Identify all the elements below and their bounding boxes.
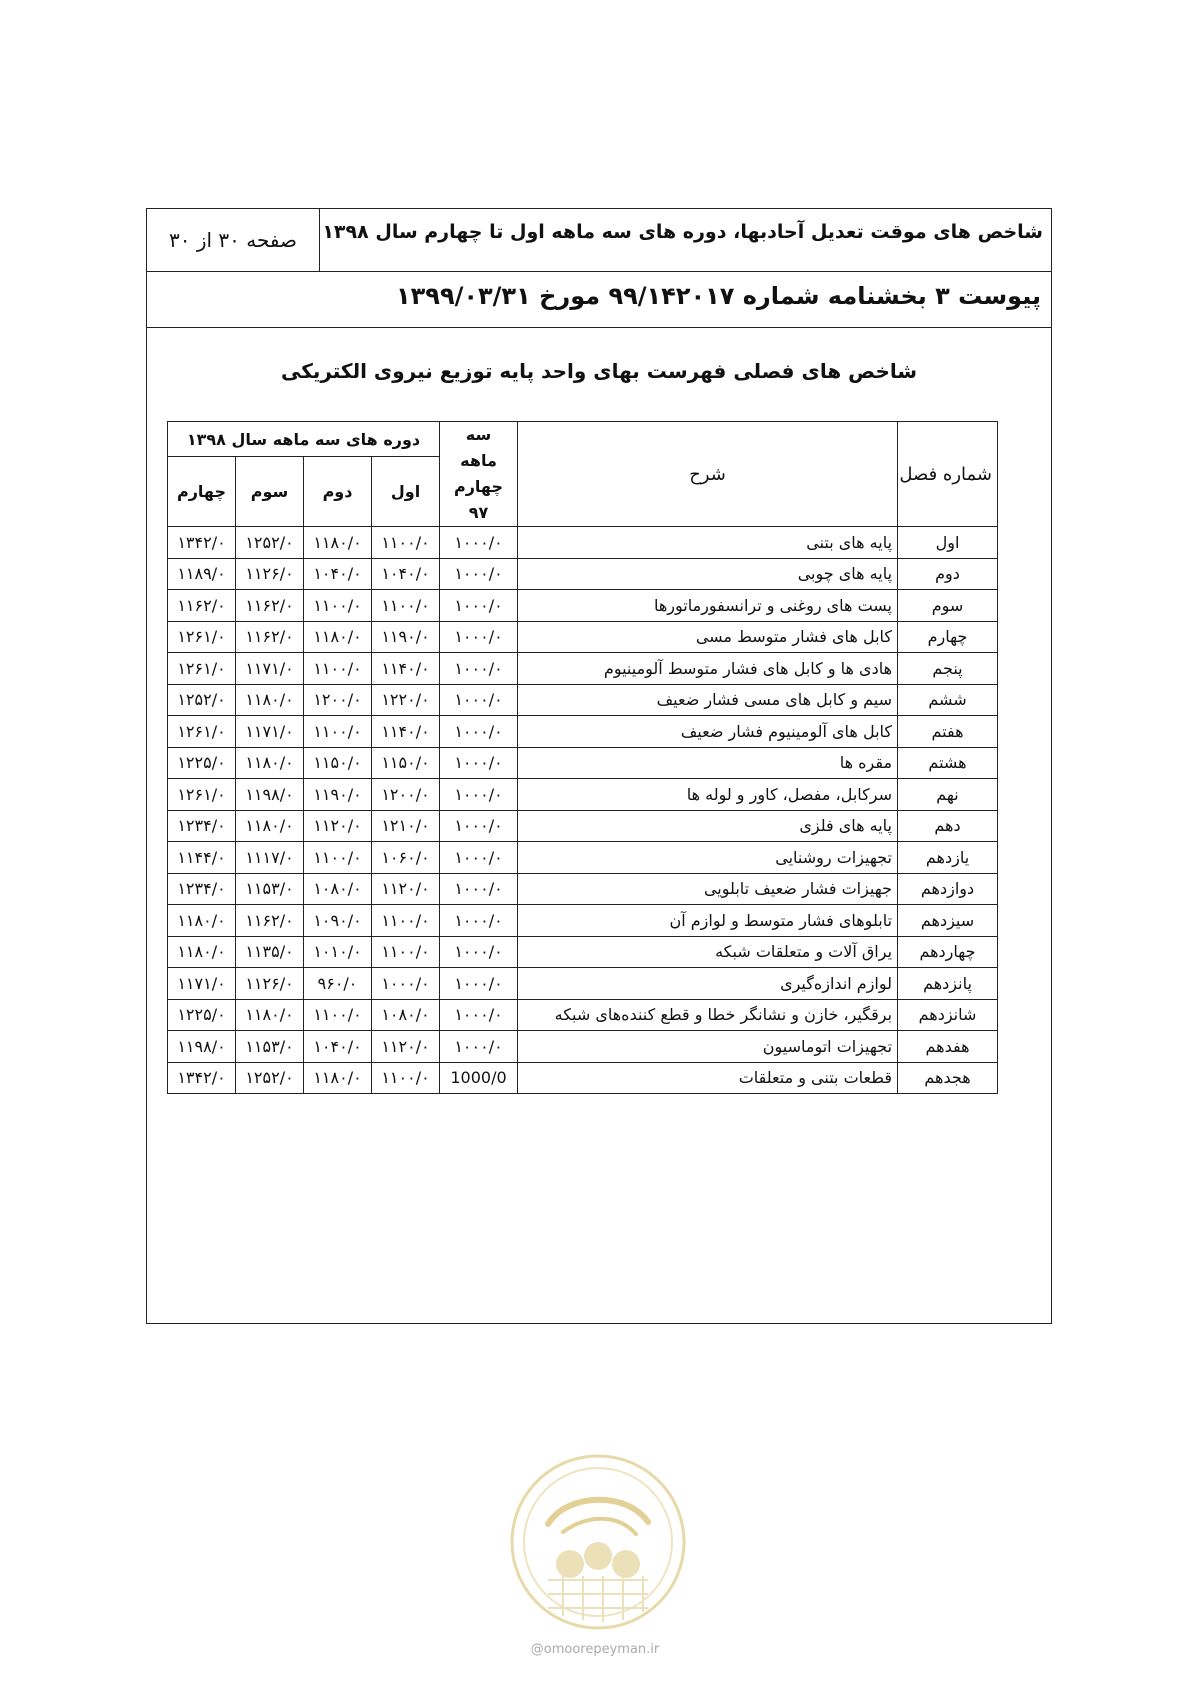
base-value-cell: ۱۰۰۰/۰ [440,779,518,811]
q2-value-cell: ۱۱۲۰/۰ [304,810,372,842]
q4-value-cell: ۱۲۶۱/۰ [168,716,236,748]
q3-value-cell: ۱۲۵۲/۰ [236,1062,304,1094]
q2-value-cell: ۱۰۱۰/۰ [304,936,372,968]
q3-value-cell: ۱۱۶۲/۰ [236,590,304,622]
q1-value-cell: ۱۱۵۰/۰ [372,747,440,779]
table-row [168,968,998,1000]
description-cell: جهیزات فشار ضعیف تابلویی [518,873,898,905]
q1-value-cell: ۱۰۸۰/۰ [372,999,440,1031]
chapter-cell: دوازدهم [898,873,998,905]
q1-value-cell: ۱۱۰۰/۰ [372,936,440,968]
q4-value-cell: ۱۱۸۰/۰ [168,936,236,968]
description-cell: برقگیر، خازن و نشانگر خطا و قطع کننده‌های شبکه [518,999,898,1031]
description-cell: سیم و کابل های مسی فشار ضعیف [518,684,898,716]
q2-value-cell: ۱۱۹۰/۰ [304,779,372,811]
q2-value-cell: ۱۱۰۰/۰ [304,999,372,1031]
q2-value-cell: ۱۱۵۰/۰ [304,747,372,779]
q4-value-cell: ۱۲۲۵/۰ [168,747,236,779]
table-row [168,810,998,842]
base-value-cell: ۱۰۰۰/۰ [440,999,518,1031]
base-value-cell: ۱۰۰۰/۰ [440,936,518,968]
base-value-cell: ۱۰۰۰/۰ [440,527,518,559]
index-table [167,421,998,1094]
chapter-cell: یازدهم [898,842,998,874]
q4-value-cell: ۱۲۲۵/۰ [168,999,236,1031]
header-base-period: سه ماهه چهارم ۹۷ [440,422,518,527]
q1-value-cell: ۱۲۲۰/۰ [372,684,440,716]
header-q2: دوم [304,457,372,527]
table-row [168,684,998,716]
q2-value-cell: ۱۰۴۰/۰ [304,558,372,590]
chapter-cell: چهاردهم [898,936,998,968]
header-row [147,209,1051,272]
q2-value-cell: ۱۱۸۰/۰ [304,621,372,653]
q4-value-cell: ۱۲۵۲/۰ [168,684,236,716]
q3-value-cell: ۱۱۷۱/۰ [236,653,304,685]
description-cell: تجهیزات اتوماسیون [518,1031,898,1063]
q4-value-cell: ۱۲۶۱/۰ [168,779,236,811]
description-cell: قطعات بتنی و متعلقات [518,1062,898,1094]
header-q3: سوم [236,457,304,527]
description-cell: پایه های فلزی [518,810,898,842]
chapter-cell: هشتم [898,747,998,779]
base-value-cell: ۱۰۰۰/۰ [440,968,518,1000]
table-row [168,716,998,748]
q3-value-cell: ۱۱۷۱/۰ [236,716,304,748]
annex-row [147,272,1051,328]
q2-value-cell: ۱۱۰۰/۰ [304,590,372,622]
q4-value-cell: ۱۳۴۲/۰ [168,527,236,559]
q3-value-cell: ۱۱۵۳/۰ [236,1031,304,1063]
q1-value-cell: ۱۱۰۰/۰ [372,905,440,937]
q3-value-cell: ۱۱۲۶/۰ [236,558,304,590]
q3-value-cell: ۱۲۵۲/۰ [236,527,304,559]
q4-value-cell: ۱۲۳۴/۰ [168,873,236,905]
base-value-cell: ۱۰۰۰/۰ [440,558,518,590]
q1-value-cell: ۱۱۲۰/۰ [372,873,440,905]
chapter-cell: پانزدهم [898,968,998,1000]
q3-value-cell: ۱۱۶۲/۰ [236,905,304,937]
q2-value-cell: ۱۱۸۰/۰ [304,527,372,559]
base-value-cell: ۱۰۰۰/۰ [440,1031,518,1063]
table-row [168,905,998,937]
q3-value-cell: ۱۱۸۰/۰ [236,684,304,716]
q4-value-cell: ۱۱۴۴/۰ [168,842,236,874]
page-number: صفحه ۳۰ از ۳۰ [147,209,320,271]
table-row [168,1031,998,1063]
q2-value-cell: ۱۰۹۰/۰ [304,905,372,937]
base-value-cell: ۱۰۰۰/۰ [440,842,518,874]
chapter-cell: هفدهم [898,1031,998,1063]
q4-value-cell: ۱۲۶۱/۰ [168,653,236,685]
q3-value-cell: ۱۱۸۰/۰ [236,747,304,779]
chapter-cell: چهارم [898,621,998,653]
base-value-cell: ۱۰۰۰/۰ [440,621,518,653]
q1-value-cell: ۱۱۰۰/۰ [372,1062,440,1094]
base-value-cell: ۱۰۰۰/۰ [440,810,518,842]
q1-value-cell: ۱۲۰۰/۰ [372,779,440,811]
description-cell: کابل های آلومینیوم فشار ضعیف [518,716,898,748]
table-row [168,936,998,968]
base-value-cell: ۱۰۰۰/۰ [440,747,518,779]
description-cell: هادی ها و کابل های فشار متوسط آلومینیوم [518,653,898,685]
base-value-cell: ۱۰۰۰/۰ [440,905,518,937]
q3-value-cell: ۱۱۹۸/۰ [236,779,304,811]
q4-value-cell: ۱۲۳۴/۰ [168,810,236,842]
document-frame [146,208,1052,1324]
table-row [168,747,998,779]
q1-value-cell: ۱۱۰۰/۰ [372,527,440,559]
q4-value-cell: ۱۱۸۰/۰ [168,905,236,937]
q3-value-cell: ۱۱۶۲/۰ [236,621,304,653]
table-row [168,842,998,874]
q1-value-cell: ۱۱۴۰/۰ [372,653,440,685]
table-row [168,1062,998,1094]
q4-value-cell: ۱۱۸۹/۰ [168,558,236,590]
table-row [168,999,998,1031]
chapter-cell: سیزدهم [898,905,998,937]
annex-reference: پیوست ۳ بخشنامه شماره ۹۹/۱۴۲۰۱۷ مورخ ۱۳۹۹/۰۳/۳۱ [396,282,1041,310]
chapter-cell: پنجم [898,653,998,685]
header-q1: اول [372,457,440,527]
description-cell: مقره ها [518,747,898,779]
q3-value-cell: ۱۱۸۰/۰ [236,810,304,842]
q1-value-cell: ۱۰۴۰/۰ [372,558,440,590]
q2-value-cell: ۱۲۰۰/۰ [304,684,372,716]
table-row [168,590,998,622]
base-value-cell: ۱۰۰۰/۰ [440,873,518,905]
table-row [168,527,998,559]
table-row [168,621,998,653]
table-title: شاخص های فصلی فهرست بهای واحد پایه توزیع نیروی الکتریکی [280,359,918,383]
q2-value-cell: ۹۶۰/۰ [304,968,372,1000]
q1-value-cell: ۱۲۱۰/۰ [372,810,440,842]
header-periods-group: دوره های سه ماهه سال ۱۳۹۸ [168,422,440,457]
description-cell: تابلوهای فشار متوسط و لوازم آن [518,905,898,937]
chapter-cell: هجدهم [898,1062,998,1094]
chapter-cell: سوم [898,590,998,622]
chapter-cell: هفتم [898,716,998,748]
document-title: شاخص های موقت تعدیل آحادبها، دوره های سه ماهه اول تا چهارم سال ۱۳۹۸ [322,221,1043,243]
table-row [168,558,998,590]
q4-value-cell: ۱۱۶۲/۰ [168,590,236,622]
description-cell: لوازم اندازه‌گیری [518,968,898,1000]
description-cell: یراق آلات و متعلقات شبکه [518,936,898,968]
q1-value-cell: ۱۰۶۰/۰ [372,842,440,874]
description-cell: سرکابل، مفصل، کاور و لوله ها [518,779,898,811]
watermark-site: @omoorepeyman.ir [530,1642,660,1657]
q4-value-cell: ۱۱۷۱/۰ [168,968,236,1000]
q1-value-cell: ۱۱۰۰/۰ [372,590,440,622]
description-cell: پایه های چوبی [518,558,898,590]
header-q4: چهارم [168,457,236,527]
q2-value-cell: ۱۱۰۰/۰ [304,716,372,748]
description-cell: پست های روغنی و ترانسفورماتورها [518,590,898,622]
description-cell: کابل های فشار متوسط مسی [518,621,898,653]
q2-value-cell: ۱۰۴۰/۰ [304,1031,372,1063]
q1-value-cell: ۱۱۹۰/۰ [372,621,440,653]
q3-value-cell: ۱۱۳۵/۰ [236,936,304,968]
table-row [168,873,998,905]
q1-value-cell: ۱۰۰۰/۰ [372,968,440,1000]
q3-value-cell: ۱۱۲۶/۰ [236,968,304,1000]
base-value-cell: ۱۰۰۰/۰ [440,590,518,622]
base-value-cell: ۱۰۰۰/۰ [440,716,518,748]
q3-value-cell: ۱۱۸۰/۰ [236,999,304,1031]
chapter-cell: ششم [898,684,998,716]
q4-value-cell: ۱۲۶۱/۰ [168,621,236,653]
q3-value-cell: ۱۱۱۷/۰ [236,842,304,874]
description-cell: تجهیزات روشنایی [518,842,898,874]
chapter-cell: نهم [898,779,998,811]
q2-value-cell: ۱۰۸۰/۰ [304,873,372,905]
q2-value-cell: ۱۱۰۰/۰ [304,842,372,874]
chapter-cell: اول [898,527,998,559]
base-value-cell: ۱۰۰۰/۰ [440,684,518,716]
table-row [168,653,998,685]
q3-value-cell: ۱۱۵۳/۰ [236,873,304,905]
header-description: شرح [518,422,898,527]
table-header-row [168,422,998,457]
omoorepeyman-logo [508,1452,688,1632]
base-value-cell: ۱۰۰۰/۰ [440,653,518,685]
table-row [168,779,998,811]
chapter-cell: شانزدهم [898,999,998,1031]
chapter-cell: دوم [898,558,998,590]
chapter-cell: دهم [898,810,998,842]
q1-value-cell: ۱۱۲۰/۰ [372,1031,440,1063]
q2-value-cell: ۱۱۰۰/۰ [304,653,372,685]
description-cell: پایه های بتنی [518,527,898,559]
q2-value-cell: ۱۱۸۰/۰ [304,1062,372,1094]
q1-value-cell: ۱۱۴۰/۰ [372,716,440,748]
header-chapter-no: شماره فصل [898,422,998,527]
base-value-cell: 1000/0 [440,1062,518,1094]
q4-value-cell: ۱۱۹۸/۰ [168,1031,236,1063]
q4-value-cell: ۱۳۴۲/۰ [168,1062,236,1094]
